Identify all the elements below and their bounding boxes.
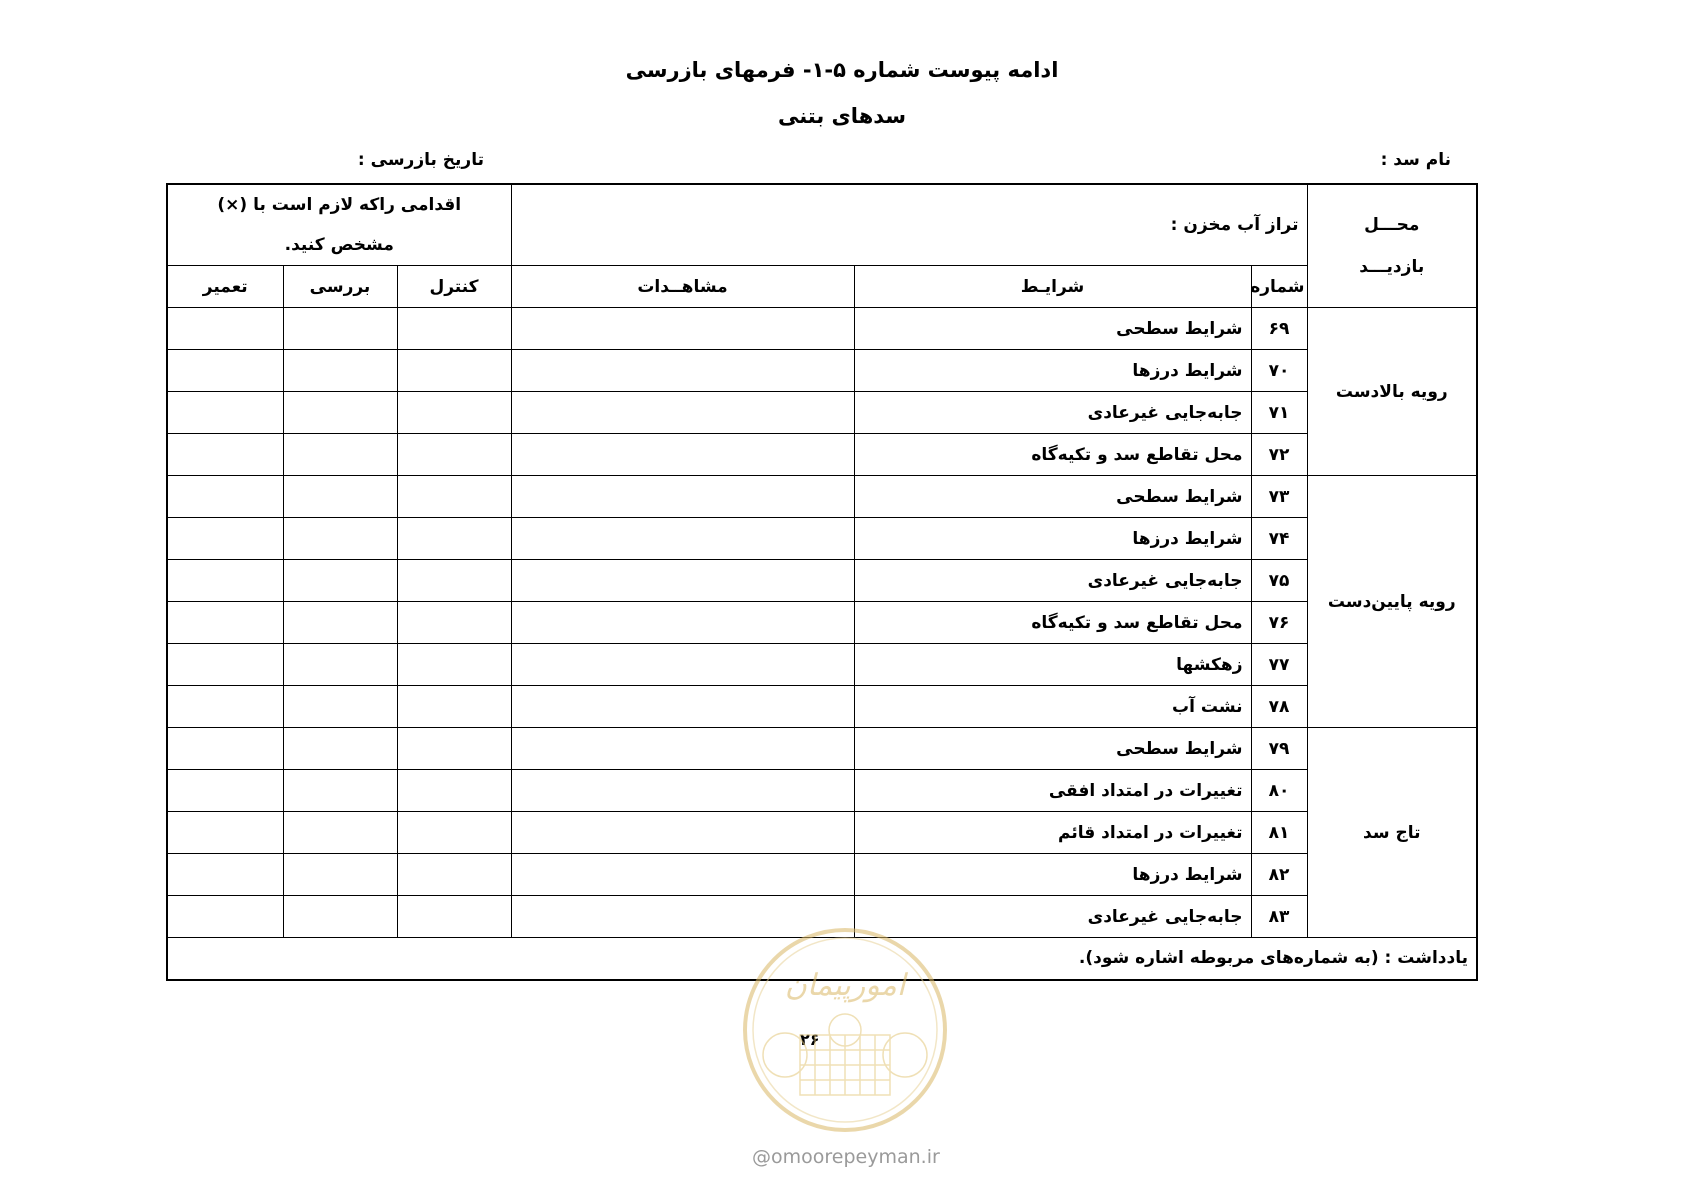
observation-cell[interactable] — [511, 350, 854, 392]
item-number: ۷۹ — [1251, 728, 1307, 770]
item-number: ۷۴ — [1251, 518, 1307, 560]
item-number: ۸۳ — [1251, 896, 1307, 938]
item-number: ۷۸ — [1251, 686, 1307, 728]
repair-cell[interactable] — [167, 812, 283, 854]
item-number: ۸۱ — [1251, 812, 1307, 854]
observation-cell[interactable] — [511, 686, 854, 728]
review-cell[interactable] — [283, 350, 397, 392]
item-number: ۸۰ — [1251, 770, 1307, 812]
repair-cell[interactable] — [167, 854, 283, 896]
review-cell[interactable] — [283, 560, 397, 602]
review-cell[interactable] — [283, 770, 397, 812]
repair-cell[interactable] — [167, 518, 283, 560]
observation-cell[interactable] — [511, 644, 854, 686]
table-row — [167, 854, 1477, 896]
watermark-logo-icon — [740, 925, 950, 1135]
table-row — [167, 518, 1477, 560]
table-row — [167, 350, 1477, 392]
review-cell[interactable] — [283, 644, 397, 686]
review-cell[interactable] — [283, 476, 397, 518]
control-cell[interactable] — [397, 476, 511, 518]
location-header: محـــل بازدیـــد — [1307, 184, 1477, 308]
item-number: ۷۷ — [1251, 644, 1307, 686]
table-row — [167, 728, 1477, 770]
condition-cell: جابه‌جایی غیرعادی — [854, 392, 1251, 434]
review-cell[interactable] — [283, 728, 397, 770]
review-cell[interactable] — [283, 518, 397, 560]
form-title: ادامه پیوست شماره ۵-۱- فرمهای بازرسی — [625, 58, 1059, 82]
control-cell[interactable] — [397, 770, 511, 812]
repair-cell[interactable] — [167, 308, 283, 350]
repair-cell[interactable] — [167, 644, 283, 686]
dam-name-label: نام سد : — [1380, 150, 1451, 170]
observation-cell[interactable] — [511, 518, 854, 560]
notes-cell[interactable]: یادداشت : (به شماره‌های مربوطه اشاره شود). — [167, 938, 1477, 980]
col-repair-header: تعمیر — [167, 266, 283, 308]
table-row — [167, 686, 1477, 728]
location-cell: تاج سد — [1307, 728, 1477, 938]
inspection-date-label: تاریخ بازرسی : — [357, 150, 484, 170]
control-cell[interactable] — [397, 812, 511, 854]
control-cell[interactable] — [397, 896, 511, 938]
location-cell: رویه پایین‌دست — [1307, 476, 1477, 728]
observation-cell[interactable] — [511, 308, 854, 350]
item-number: ۷۵ — [1251, 560, 1307, 602]
action-note — [167, 184, 511, 266]
table-row — [167, 434, 1477, 476]
review-cell[interactable] — [283, 686, 397, 728]
condition-cell: شرایط سطحی — [854, 476, 1251, 518]
item-number: ۷۰ — [1251, 350, 1307, 392]
repair-cell[interactable] — [167, 476, 283, 518]
table-row — [167, 812, 1477, 854]
condition-cell: زهکشها — [854, 644, 1251, 686]
control-cell[interactable] — [397, 392, 511, 434]
observation-cell[interactable] — [511, 728, 854, 770]
condition-cell: شرایط درزها — [854, 350, 1251, 392]
repair-cell[interactable] — [167, 686, 283, 728]
form-subtitle: سدهای بتنی — [777, 104, 907, 128]
condition-cell: محل تقاطع سد و تکیه‌گاه — [854, 602, 1251, 644]
col-number-header: شماره — [1251, 266, 1307, 308]
table-row — [167, 770, 1477, 812]
col-review-header: بررسی — [283, 266, 397, 308]
table-row — [167, 602, 1477, 644]
inspection-table — [166, 183, 1478, 981]
item-number: ۷۲ — [1251, 434, 1307, 476]
control-cell[interactable] — [397, 854, 511, 896]
col-control-header: کنترل — [397, 266, 511, 308]
repair-cell[interactable] — [167, 350, 283, 392]
review-cell[interactable] — [283, 434, 397, 476]
header-row-top — [167, 184, 1477, 266]
item-number: ۶۹ — [1251, 308, 1307, 350]
control-cell[interactable] — [397, 434, 511, 476]
table-row — [167, 476, 1477, 518]
col-observations-header: مشاهــدات — [511, 266, 854, 308]
observation-cell[interactable] — [511, 392, 854, 434]
repair-cell[interactable] — [167, 434, 283, 476]
action-note-line2: مشخص کنید. — [284, 235, 394, 255]
table-row — [167, 560, 1477, 602]
location-cell: رویه بالادست — [1307, 308, 1477, 476]
observation-cell[interactable] — [511, 770, 854, 812]
condition-cell: جابه‌جایی غیرعادی — [854, 896, 1251, 938]
repair-cell[interactable] — [167, 896, 283, 938]
control-cell[interactable] — [397, 518, 511, 560]
condition-cell: شرایط سطحی — [854, 308, 1251, 350]
item-number: ۷۶ — [1251, 602, 1307, 644]
observation-cell[interactable] — [511, 476, 854, 518]
repair-cell[interactable] — [167, 392, 283, 434]
condition-cell: شرایط درزها — [854, 518, 1251, 560]
review-cell[interactable] — [283, 602, 397, 644]
table-row — [167, 392, 1477, 434]
condition-cell: شرایط درزها — [854, 854, 1251, 896]
water-level-label: تراز آب مخزن : — [511, 184, 1307, 266]
observation-cell[interactable] — [511, 602, 854, 644]
review-cell[interactable] — [283, 896, 397, 938]
control-cell[interactable] — [397, 308, 511, 350]
page-number: ۲۶ — [800, 1030, 820, 1049]
review-cell[interactable] — [283, 812, 397, 854]
repair-cell[interactable] — [167, 728, 283, 770]
header-row-columns — [167, 266, 1477, 308]
table-row — [167, 308, 1477, 350]
review-cell[interactable] — [283, 854, 397, 896]
repair-cell[interactable] — [167, 602, 283, 644]
table-row — [167, 644, 1477, 686]
control-cell[interactable] — [397, 350, 511, 392]
watermark-url: @omoorepeyman.ir — [752, 1146, 940, 1168]
control-cell[interactable] — [397, 560, 511, 602]
condition-cell: شرایط سطحی — [854, 728, 1251, 770]
watermark-logo-text: امورپیمان — [784, 968, 906, 1003]
review-cell[interactable] — [283, 392, 397, 434]
condition-cell: تغییرات در امتداد افقی — [854, 770, 1251, 812]
observation-cell[interactable] — [511, 812, 854, 854]
condition-cell: جابه‌جایی غیرعادی — [854, 560, 1251, 602]
observation-cell[interactable] — [511, 434, 854, 476]
control-cell[interactable] — [397, 644, 511, 686]
observation-cell[interactable] — [511, 854, 854, 896]
col-conditions-header: شرایـط — [854, 266, 1251, 308]
condition-cell: تغییرات در امتداد قائم — [854, 812, 1251, 854]
repair-cell[interactable] — [167, 770, 283, 812]
control-cell[interactable] — [397, 728, 511, 770]
control-cell[interactable] — [397, 686, 511, 728]
control-cell[interactable] — [397, 602, 511, 644]
review-cell[interactable] — [283, 308, 397, 350]
item-number: ۷۱ — [1251, 392, 1307, 434]
repair-cell[interactable] — [167, 560, 283, 602]
condition-cell: نشت آب — [854, 686, 1251, 728]
observation-cell[interactable] — [511, 560, 854, 602]
condition-cell: محل تقاطع سد و تکیه‌گاه — [854, 434, 1251, 476]
action-note-line1: اقدامی راکه لازم است با (×) — [217, 195, 462, 215]
item-number: ۸۲ — [1251, 854, 1307, 896]
item-number: ۷۳ — [1251, 476, 1307, 518]
